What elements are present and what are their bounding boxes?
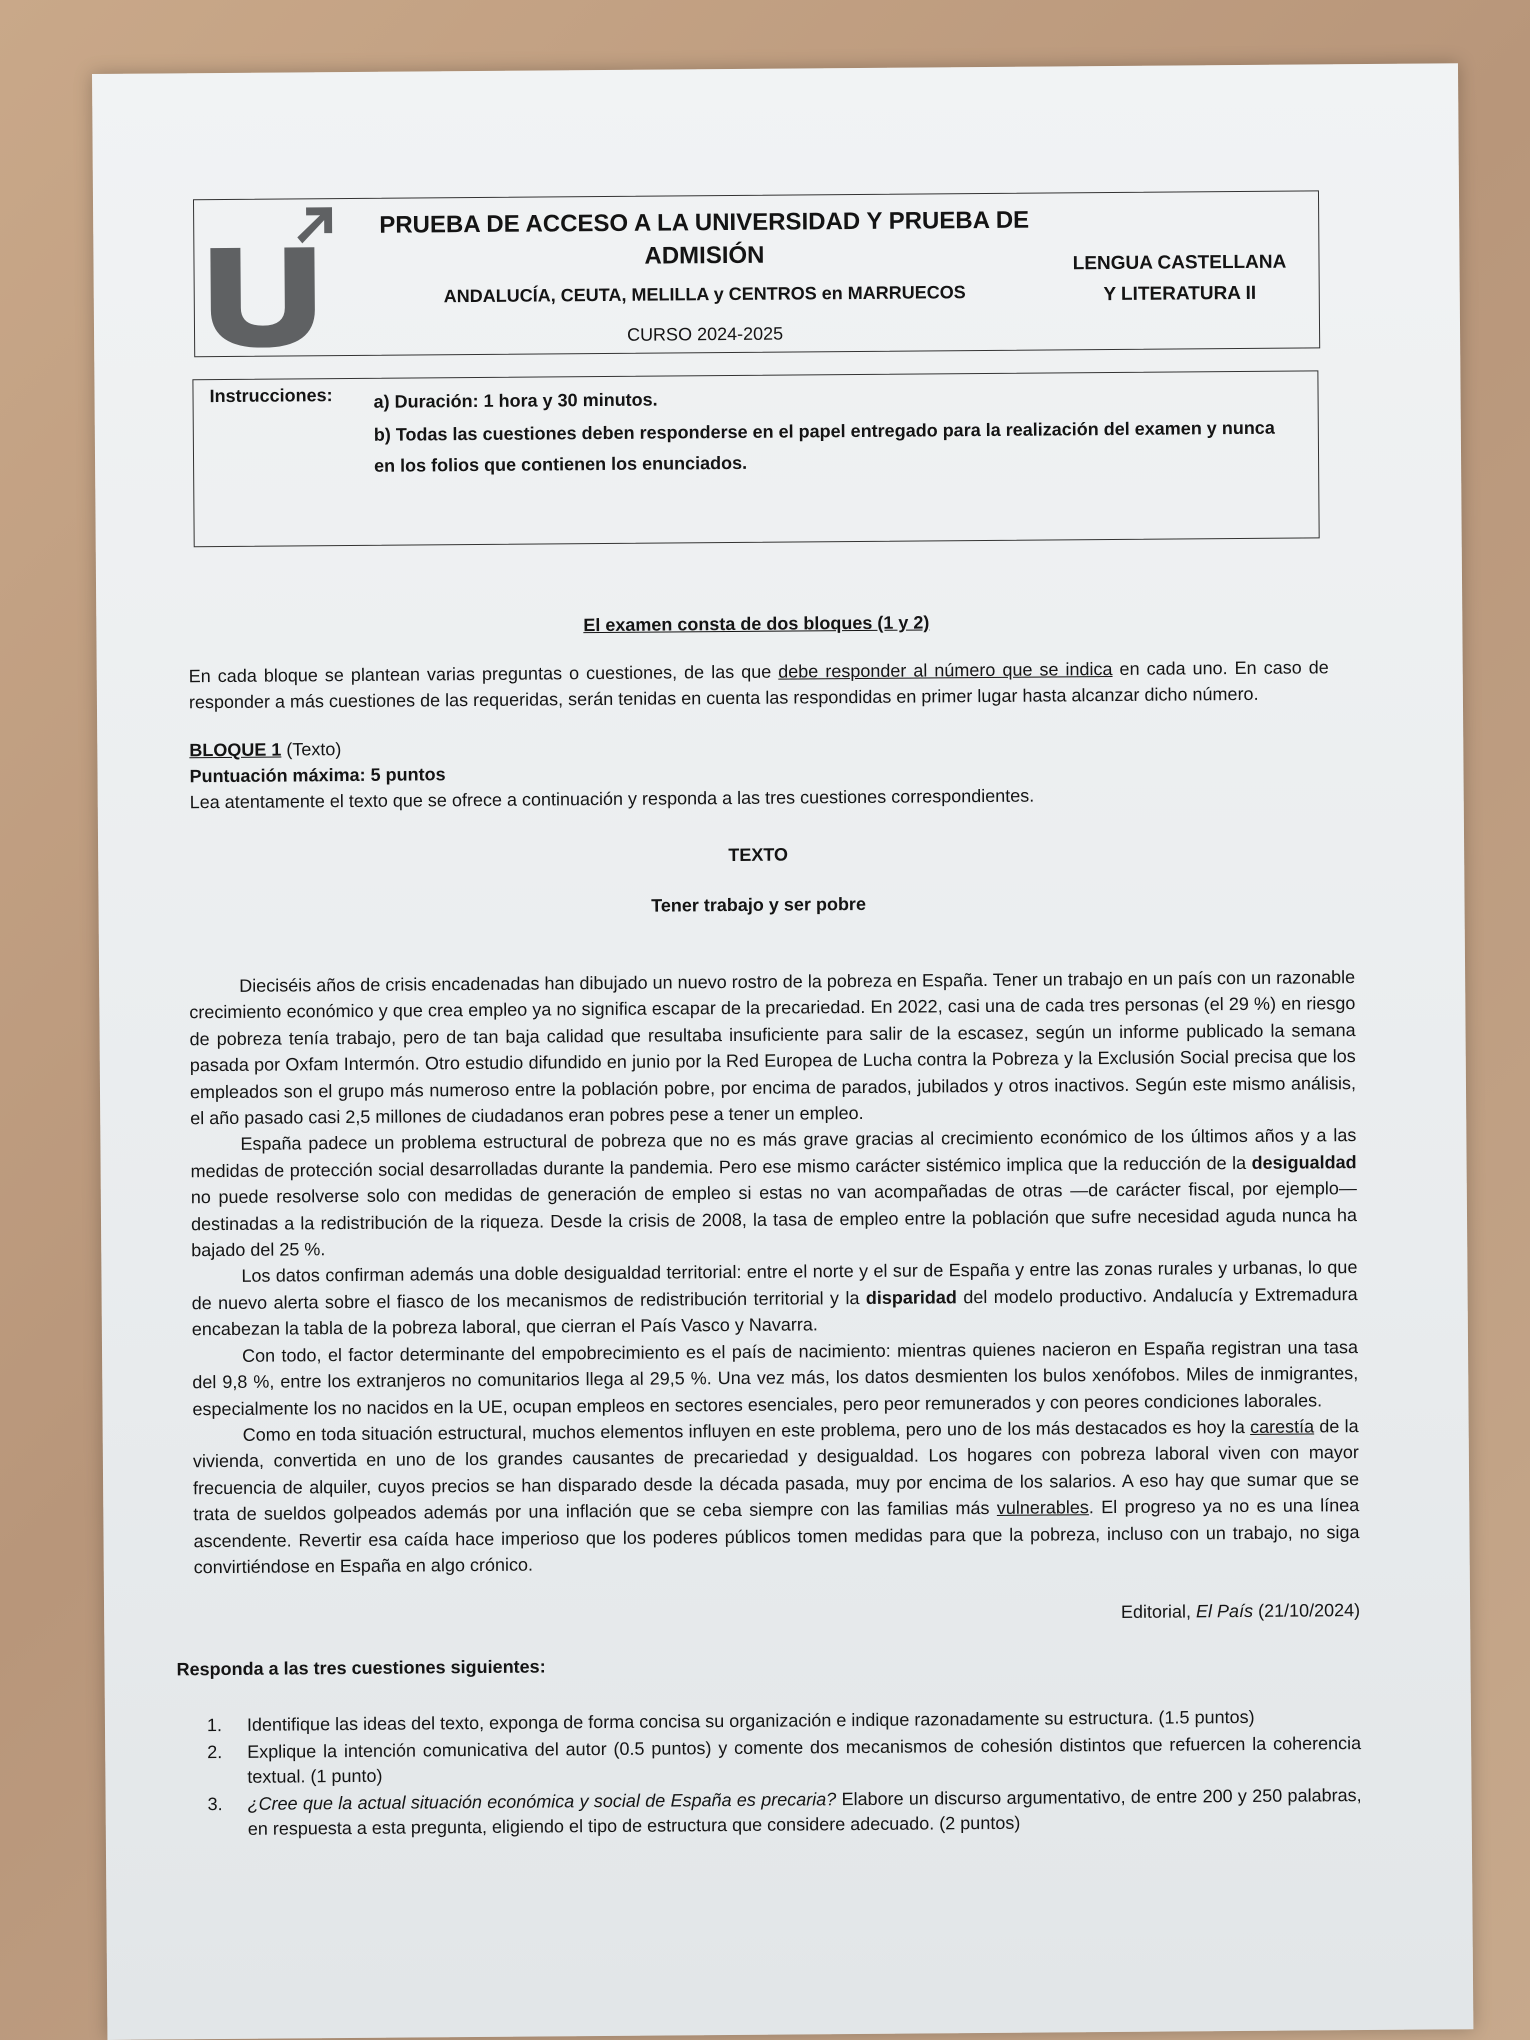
p5-underlined-word-1: carestía bbox=[1250, 1416, 1315, 1437]
p2-text-c: no puede resolverse solo con medidas de generación de empleo si estas no van acompañadas de otras —de carácter fiscal, por ejemplo— destinadas a la redistribución de la riqueza. Desde la crisis de 2008, la tasa de empleo entre la población que sufre necesidad aguda nunca ha bajado del 25 %. bbox=[190, 1178, 1358, 1261]
subject bbox=[1064, 247, 1294, 311]
source-paper: El País bbox=[1195, 1600, 1254, 1622]
p5-text-c: de la vivienda, convertida en uno de los grandes causantes de precariedad y desigualdad. Los hogares con pobreza laboral viven con mayor frecuencia de alquiler, cuyos precios se han disparado desde la década pasada, muy por encima de los salarios. A eso hay que sumar que se trata de sueldos golpeados además por una inflación que se ceba siempre con las familias más bbox=[192, 1416, 1360, 1525]
question-number: 2. bbox=[207, 1742, 223, 1763]
block1-instruction: Lea atentamente el texto que se ofrece a continuación y responda a las tres cuestiones correspondientes. bbox=[189, 785, 1035, 813]
instructions-label: Instrucciones: bbox=[209, 385, 333, 407]
p5-text-a: Como en toda situación estructural, muchos elementos influyen en este problema, pero uno de los más destacados es hoy la bbox=[242, 1416, 1251, 1445]
questions-heading: Responda a las tres cuestiones siguientes: bbox=[176, 1656, 546, 1680]
question-text: Explique la intención comunicativa del autor (0.5 puntos) y comente dos mecanismos de cohesión distintos que refuercen la coherencia textual. (1 punto) bbox=[247, 1733, 1362, 1787]
course-year: CURSO 2024-2025 bbox=[626, 323, 784, 345]
block1-score: Puntuación máxima: 5 puntos bbox=[189, 764, 446, 787]
university-logo-icon bbox=[202, 207, 333, 348]
block1-label: BLOQUE 1 bbox=[189, 739, 282, 761]
exam-title: PRUEBA DE ACCESO A LA UNIVERSIDAD Y PRUEBA DE ADMISIÓN bbox=[379, 206, 1030, 270]
instruction-b: b) Todas las cuestiones deben responderse en el papel entregado para la realización del examen y nunca en los folios que contienen los enunciados. bbox=[373, 417, 1275, 476]
article-paragraph-5 bbox=[193, 1413, 1360, 1581]
article-body bbox=[189, 964, 1360, 1580]
question-item bbox=[177, 1731, 1361, 1790]
block1-type: (Texto) bbox=[281, 739, 342, 760]
exam-heading: El examen consta de dos bloques (1 y 2) bbox=[583, 612, 930, 636]
question-italic-text: ¿Cree que la actual situación económica y social de España es precaria? bbox=[247, 1789, 837, 1814]
intro-paragraph bbox=[189, 654, 1329, 715]
article-paragraph-4: Con todo, el factor determinante del empobrecimiento es el país de nacimiento: mientras quienes nacieron en España registran una tasa del 9,8 %, entre los extranjeros no comunitarios llega al 29,5 %. Una vez más, los datos desmienten los bulos xenófobos. Miles de inmigrantes, especialmente los no nacidos en la UE, ocupan empleos en sectores esenciales, pero peor remunerados y con peores condiciones laborales. bbox=[192, 1336, 1359, 1419]
p5-underlined-word-2: vulnerables bbox=[996, 1497, 1089, 1519]
intro-underlined: debe responder al número que se indica bbox=[778, 659, 1113, 682]
question-number: 3. bbox=[207, 1794, 223, 1815]
p2-bold-word: desigualdad bbox=[1251, 1151, 1357, 1173]
questions-list bbox=[177, 1704, 1362, 1844]
p2-text-a: España padece un problema estructural de pobreza que no es más grave gracias al crecimiento económico de los últimos años y a las medidas de protección social desarrolladas durante la pandemia. Pero ese mismo carácter sistémico implica que la reducción de la bbox=[190, 1125, 1357, 1182]
p3-text-c: del modelo productivo. Andalucía y Extremadura encabezan la tabla de la pobreza laboral, que cierran el País Vasco y Navarra. bbox=[191, 1283, 1358, 1340]
block1-info bbox=[189, 728, 1330, 815]
text-label: TEXTO bbox=[728, 844, 789, 866]
article-paragraph-1: Dieciséis años de crisis encadenadas han dibujado un nuevo rostro de la pobreza en España. Tener un trabajo en un país con un razonable crecimiento económico y que crea empleo ya no significa escapar de la precariedad. En 2022, casi una de cada tres personas (el 29 %) en riesgo de pobreza tenía trabajo, pero de tan baja calidad que resultaba insuficiente para salir de la escasez, según un informe publicado la semana pasada por Oxfam Intermón. Otro estudio difundido en junio por la Red Europea de Lucha contra la Pobreza y la Exclusión Social precisa que los empleados son el grupo más numeroso entre la población pobre, por encima de parados, jubilados y otros inactivos. Según este mismo análisis, el año pasado casi 2,5 millones de ciudadanos eran pobres pese a tener un empleo. bbox=[189, 967, 1357, 1129]
article-source bbox=[604, 1600, 1360, 1627]
article-paragraph-3 bbox=[191, 1255, 1358, 1343]
article-paragraph-2 bbox=[190, 1123, 1357, 1264]
question-number: 1. bbox=[206, 1715, 223, 1736]
p3-bold-word: disparidad bbox=[865, 1287, 957, 1308]
question-item bbox=[177, 1783, 1361, 1842]
region: ANDALUCÍA, CEUTA, MELILLA y CENTROS en MARRUECOS bbox=[443, 282, 966, 307]
source-date: (21/10/2024) bbox=[1252, 1600, 1361, 1621]
source-prefix: Editorial, bbox=[1120, 1601, 1197, 1622]
instructions-box bbox=[192, 370, 1319, 547]
article-title: Tener trabajo y ser pobre bbox=[651, 893, 866, 916]
instructions-list bbox=[373, 380, 1294, 484]
question-text: Elabore un discurso argumentativo, de entre 200 y 250 palabras, en respuesta a esta pregunta, eligiendo el tipo de estructura que considere adecuado. (2 puntos) bbox=[247, 1785, 1362, 1839]
intro-text-1: En cada bloque se plantean varias preguntas o cuestiones, de las que bbox=[188, 661, 779, 687]
p5-text-e: . El progreso ya no es una línea ascendente. Revertir esa caída hace imperioso que los poderes públicos tomen medidas para que la pobreza, incluso con un trabajo, no siga convirtiéndose en España en algo crónico. bbox=[193, 1495, 1360, 1578]
header-box bbox=[193, 190, 1320, 357]
subject-line-1: LENGUA CASTELLANA bbox=[1072, 251, 1287, 275]
question-text: Identifique las ideas del texto, exponga de forma concisa su organización e indique razonadamente su estructura. (1.5 puntos) bbox=[246, 1706, 1255, 1735]
p3-text-a: Los datos confirman además una doble desigualdad territorial: entre el norte y el sur de España y entre las zonas rurales y urbanas, lo que de nuevo alerta sobre el fiasco de los mecanismos de redistribución territorial y la bbox=[191, 1257, 1358, 1314]
instruction-a: a) Duración: 1 hora y 30 minutos. bbox=[373, 389, 658, 412]
subject-line-2: Y LITERATURA II bbox=[1103, 282, 1257, 306]
intro-text-2: en cada uno. En caso de responder a más cuestiones de las requeridas, serán tenidas en cuenta las respondidas en primer lugar hasta alcanzar dicho número. bbox=[188, 657, 1329, 713]
exam-sheet bbox=[92, 63, 1473, 2040]
